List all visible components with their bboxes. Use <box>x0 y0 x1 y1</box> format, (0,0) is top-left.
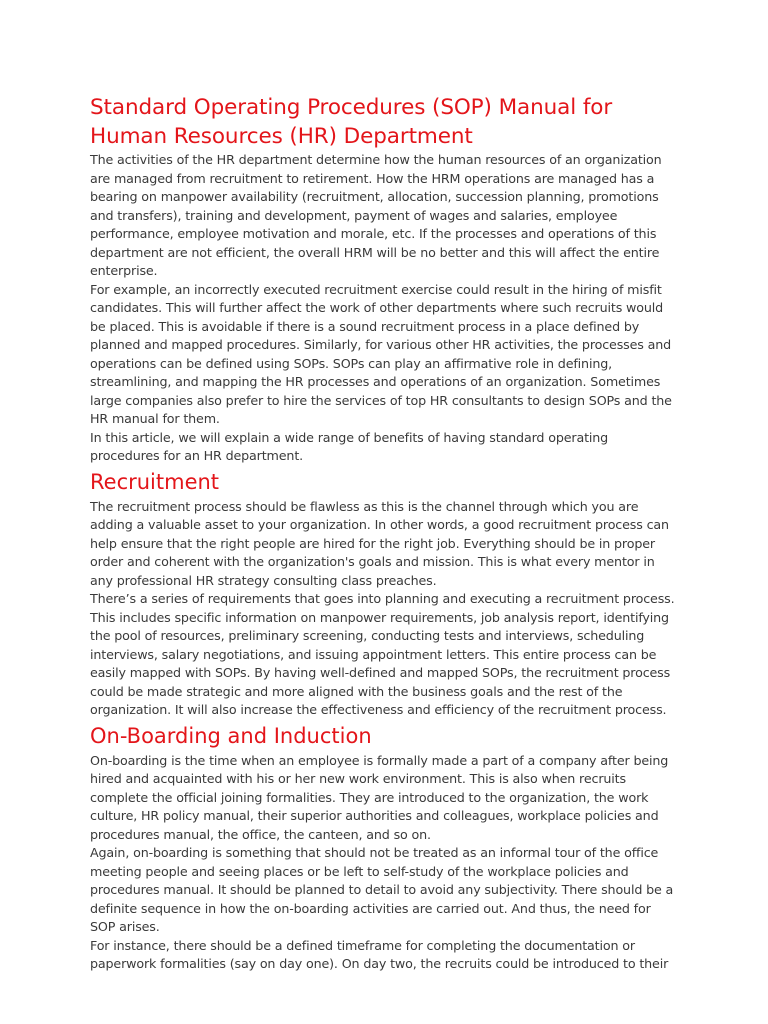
intro-paragraph-3: In this article, we will explain a wide range of benefits of having standard operating procedures for an HR department. <box>90 429 609 463</box>
onboarding-paragraph-1: On-boarding is the time when an employee is formally made a part of a company after being hired and acquainted with his or her new work environment. This is also when recruits complete the official joining formalities. They are introduced to the organization, the work culture, HR policy manual, their superior authorities and colleagues, workplace policies and procedures manual, the office, the canteen, and so on. <box>90 752 669 842</box>
onboarding-paragraph-2: Again, on-boarding is something that should not be treated as an informal tour of the office meeting people and seeing places or be left to self-study of the workplace policies and procedures manual. It should be planned to detail to avoid any subjectivity. There should be a definite sequence in how the on-boarding activities are carried out. And thus, the need for SOP arises. <box>90 845 674 934</box>
recruitment-paragraph-1: The recruitment process should be flawless as this is the channel through which you are adding a valuable asset to your organization. In other words, a good recruitment process can help ensure that the right people are hired for the right job. Everything should be in proper order and coherent with the organization's goals and mission. This is what every mentor in any professional HR strategy consulting class preaches. <box>90 498 669 588</box>
document-title: Standard Operating Procedures (SOP) Manual for Human Resources (HR) Department <box>90 95 613 149</box>
onboarding-paragraph-3: For instance, there should be a defined timeframe for completing the documentation or paperwork formalities (say on day one). On day two, the recruits could be introduced to their <box>90 937 669 971</box>
document-page <box>90 93 678 974</box>
recruitment-paragraph-2: There’s a series of requirements that goes into planning and executing a recruitment process. This includes specific information on manpower requirements, job analysis report, identifying the pool of resources, preliminary screening, conducting tests and interviews, scheduling interviews, salary negotiations, and issuing appointment letters. This entire process can be easily mapped with SOPs. By having well-defined and mapped SOPs, the recruitment process could be made strategic and more aligned with the business goals and the rest of the organization. It will also increase the effectiveness and efficiency of the recruitment process. <box>90 591 675 717</box>
section-heading-recruitment: Recruitment <box>90 469 220 494</box>
intro-paragraph-1: The activities of the HR department determine how the human resources of an organization are managed from recruitment to retirement. How the HRM operations are managed has a bearing on manpower availability (recruitment, allocation, succession planning, promotions and transfers), training and development, payment of wages and salaries, employee performance, employee motivation and morale, etc. If the processes and operations of this department are not efficient, the overall HRM will be no better and this will affect the entire enterprise. <box>90 152 662 278</box>
intro-paragraph-2: For example, an incorrectly executed recruitment exercise could result in the hiring of misfit candidates. This will further affect the work of other departments where such recruits would be placed. This is avoidable if there is a sound recruitment process in a place defined by planned and mapped procedures. Similarly, for various other HR activities, the processes and operations can be defined using SOPs. SOPs can play an affirmative role in defining, streamlining, and mapping the HR processes and operations of an organization. Sometimes large companies also prefer to hire the services of top HR consultants to design SOPs and the HR manual for them. <box>90 281 672 426</box>
section-heading-onboarding: On-Boarding and Induction <box>90 723 372 748</box>
